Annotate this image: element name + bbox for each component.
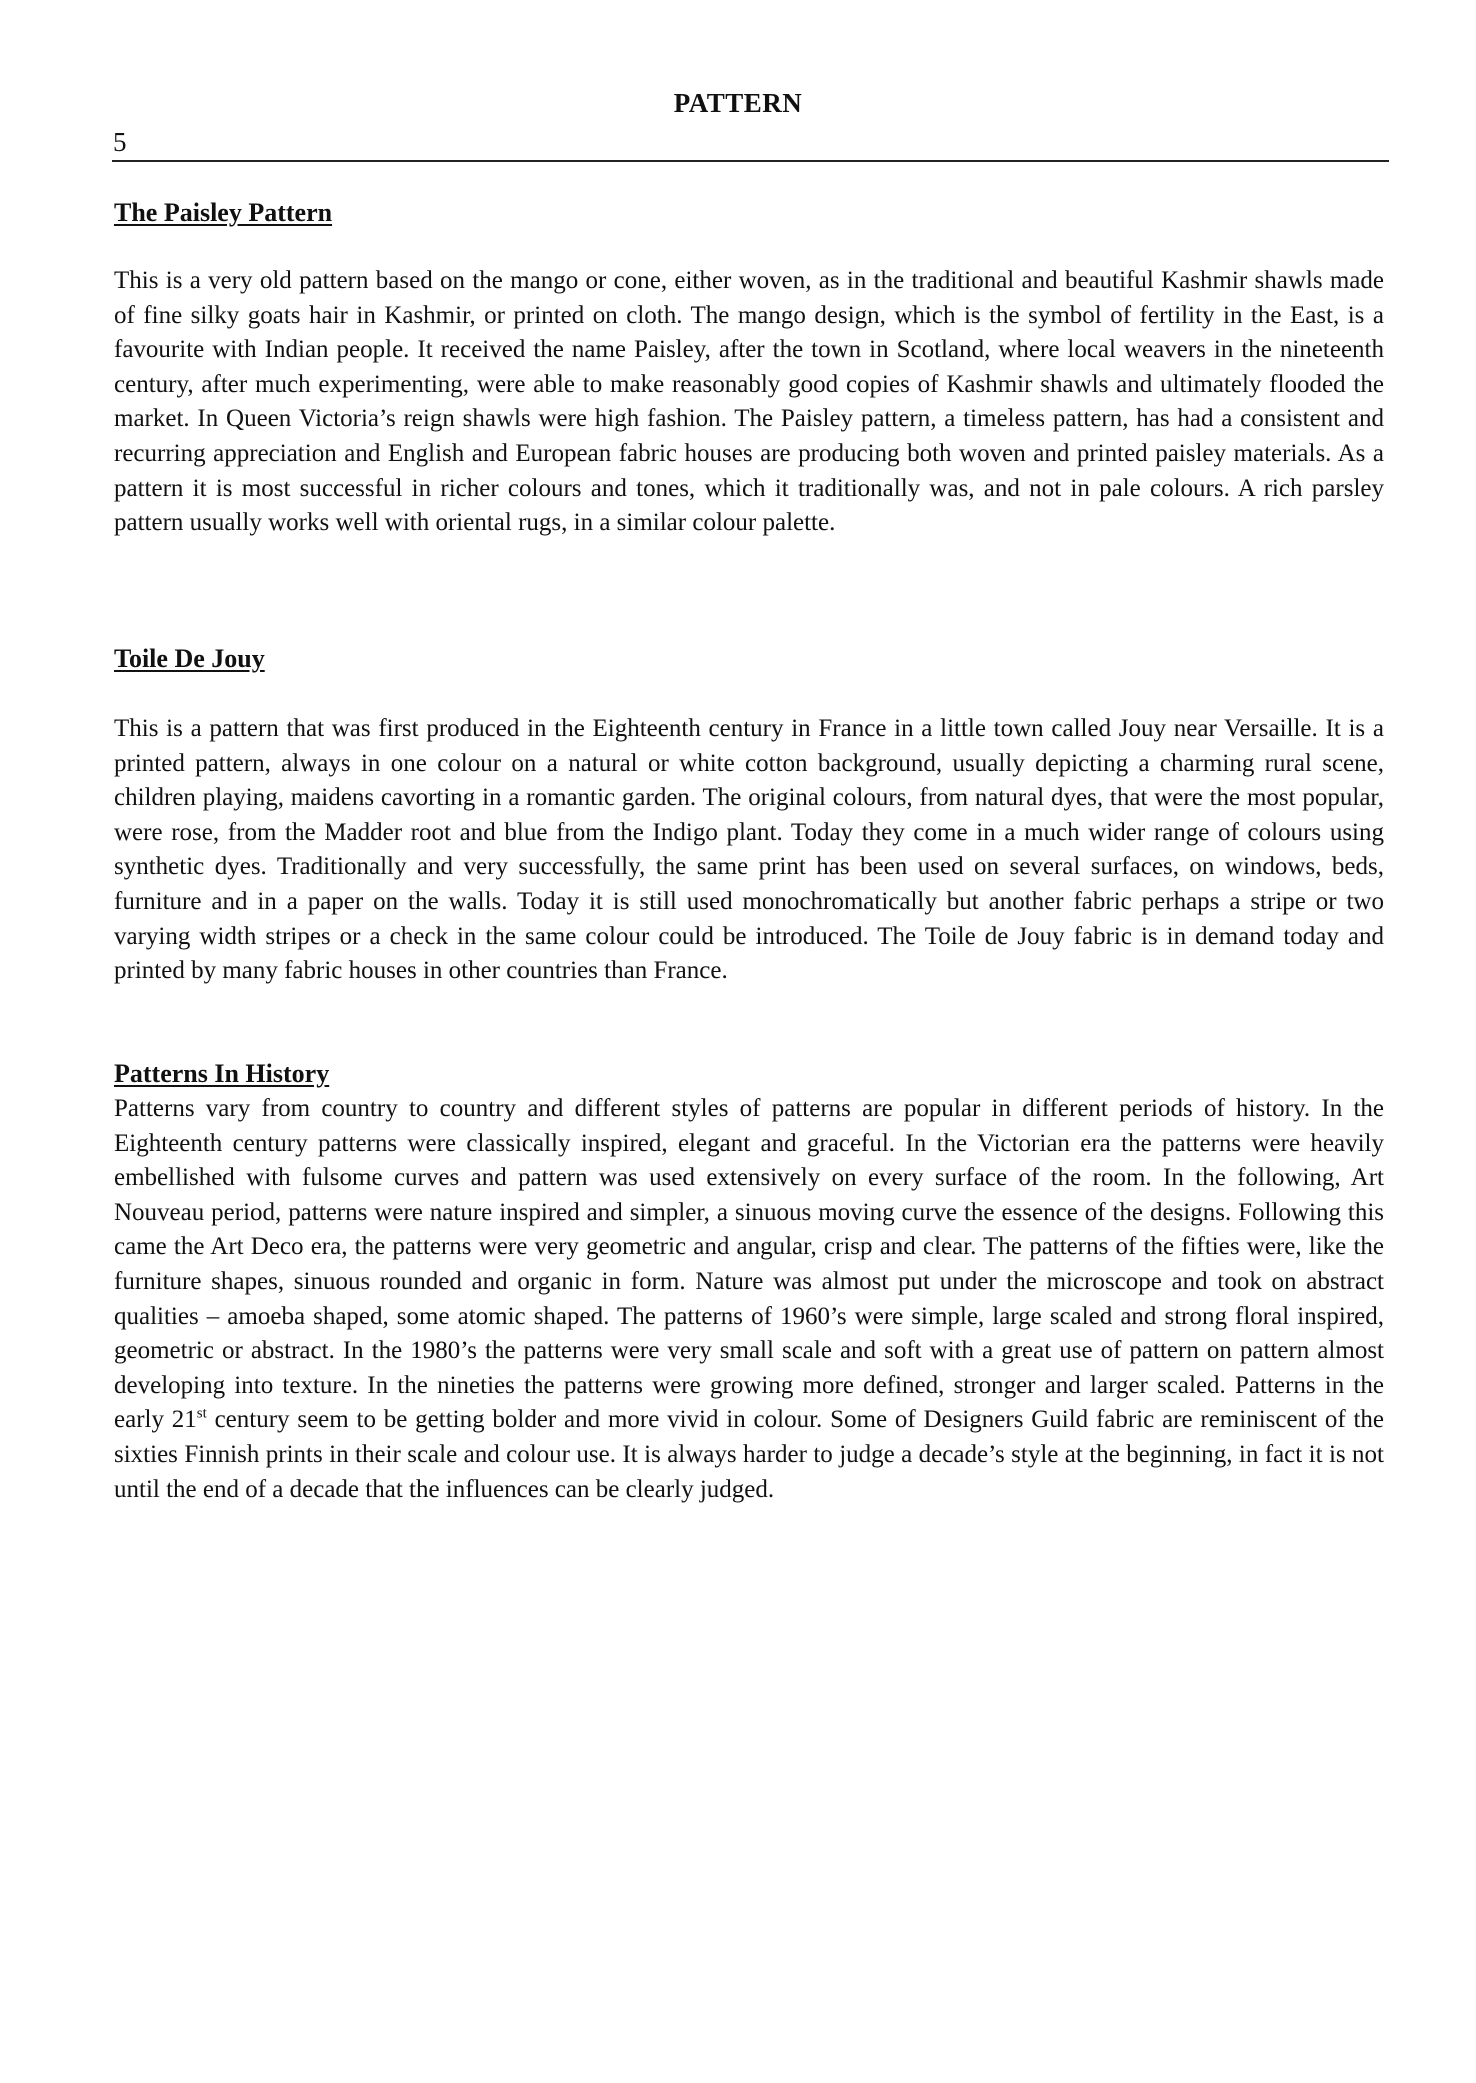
section-heading-toile: Toile De Jouy: [114, 644, 265, 673]
paragraph-paisley: This is a very old pattern based on the mango or cone, either woven, as in the traditional and beautiful Kashmir shawls made of fine silky goats hair in Kashmir, or printed on cloth. The mango design, which is the symbol of fertility in the East, is a favourite with Indian people. It received the name Paisley, after the town in Scotland, where local weavers in the nineteenth century, after much experimenting, were able to make reasonably good copies of Kashmir shawls and ultimately flooded the market. In Queen Victoria’s reign shawls were high fashion. The Paisley pattern, a timeless pattern, has had a consistent and recurring appreciation and English and European fabric houses are producing both woven and printed paisley materials. As a pattern it is most successful in richer colours and tones, which it traditionally was, and not in pale colours. A rich parsley pattern usually works well with oriental rugs, in a similar colour palette.: [114, 267, 1384, 537]
ordinal-superscript: st: [196, 1406, 207, 1423]
page-number: 5: [113, 127, 127, 157]
header-rule: [112, 160, 1389, 162]
running-title: PATTERN: [673, 88, 803, 118]
paragraph-history: [114, 1092, 1384, 1507]
paragraph-history-text-1: Patterns vary from country to country and different styles of patterns are popular in different periods of history. In the Eighteenth century patterns were classically inspired, elegant and graceful. In the Victorian era the patterns were heavily embellished with fulsome curves and pattern was used extensively on every surface of the room. In the following, Art Nouveau period, patterns were nature inspired and simpler, a sinuous moving curve the essence of the designs. Following this came the Art Deco era, the patterns were very geometric and angular, crisp and clear. The patterns of the fifties were, like the furniture shapes, sinuous rounded and organic in form. Nature was almost put under the microscope and took on abstract qualities – amoeba shaped, some atomic shaped. The patterns of 1960’s were simple, large scaled and strong floral inspired, geometric or abstract. In the 1980’s the patterns were very small scale and soft with a great use of pattern on pattern almost developing into texture. In the nineties the patterns were growing more defined, stronger and larger scaled. Patterns in the early 21: [114, 1095, 1384, 1434]
paragraph-toile: This is a pattern that was first produced in the Eighteenth century in France in a little town called Jouy near Versaille. It is a printed pattern, always in one colour on a natural or white cotton background, usually depicting a charming rural scene, children playing, maidens cavorting in a romantic garden. The original colours, from natural dyes, that were the most popular, were rose, from the Madder root and blue from the Indigo plant. Today they come in a much wider range of colours using synthetic dyes. Traditionally and very successfully, the same print has been used on several surfaces, on windows, beds, furniture and in a paper on the walls. Today it is still used monochromatically but another fabric perhaps a stripe or two varying width stripes or a check in the same colour could be introduced. The Toile de Jouy fabric is in demand today and printed by many fabric houses in other countries than France.: [114, 715, 1384, 985]
section-heading-history: Patterns In History: [114, 1059, 330, 1088]
paragraph-history-text-2: century seem to be getting bolder and more vivid in colour. Some of Designers Guild fabric are reminiscent of the sixties Finnish prints in their scale and colour use. It is always harder to judge a decade’s style at the beginning, in fact it is not until the end of a decade that the influences can be clearly judged.: [114, 1406, 1384, 1503]
section-heading-paisley: The Paisley Pattern: [114, 198, 333, 227]
